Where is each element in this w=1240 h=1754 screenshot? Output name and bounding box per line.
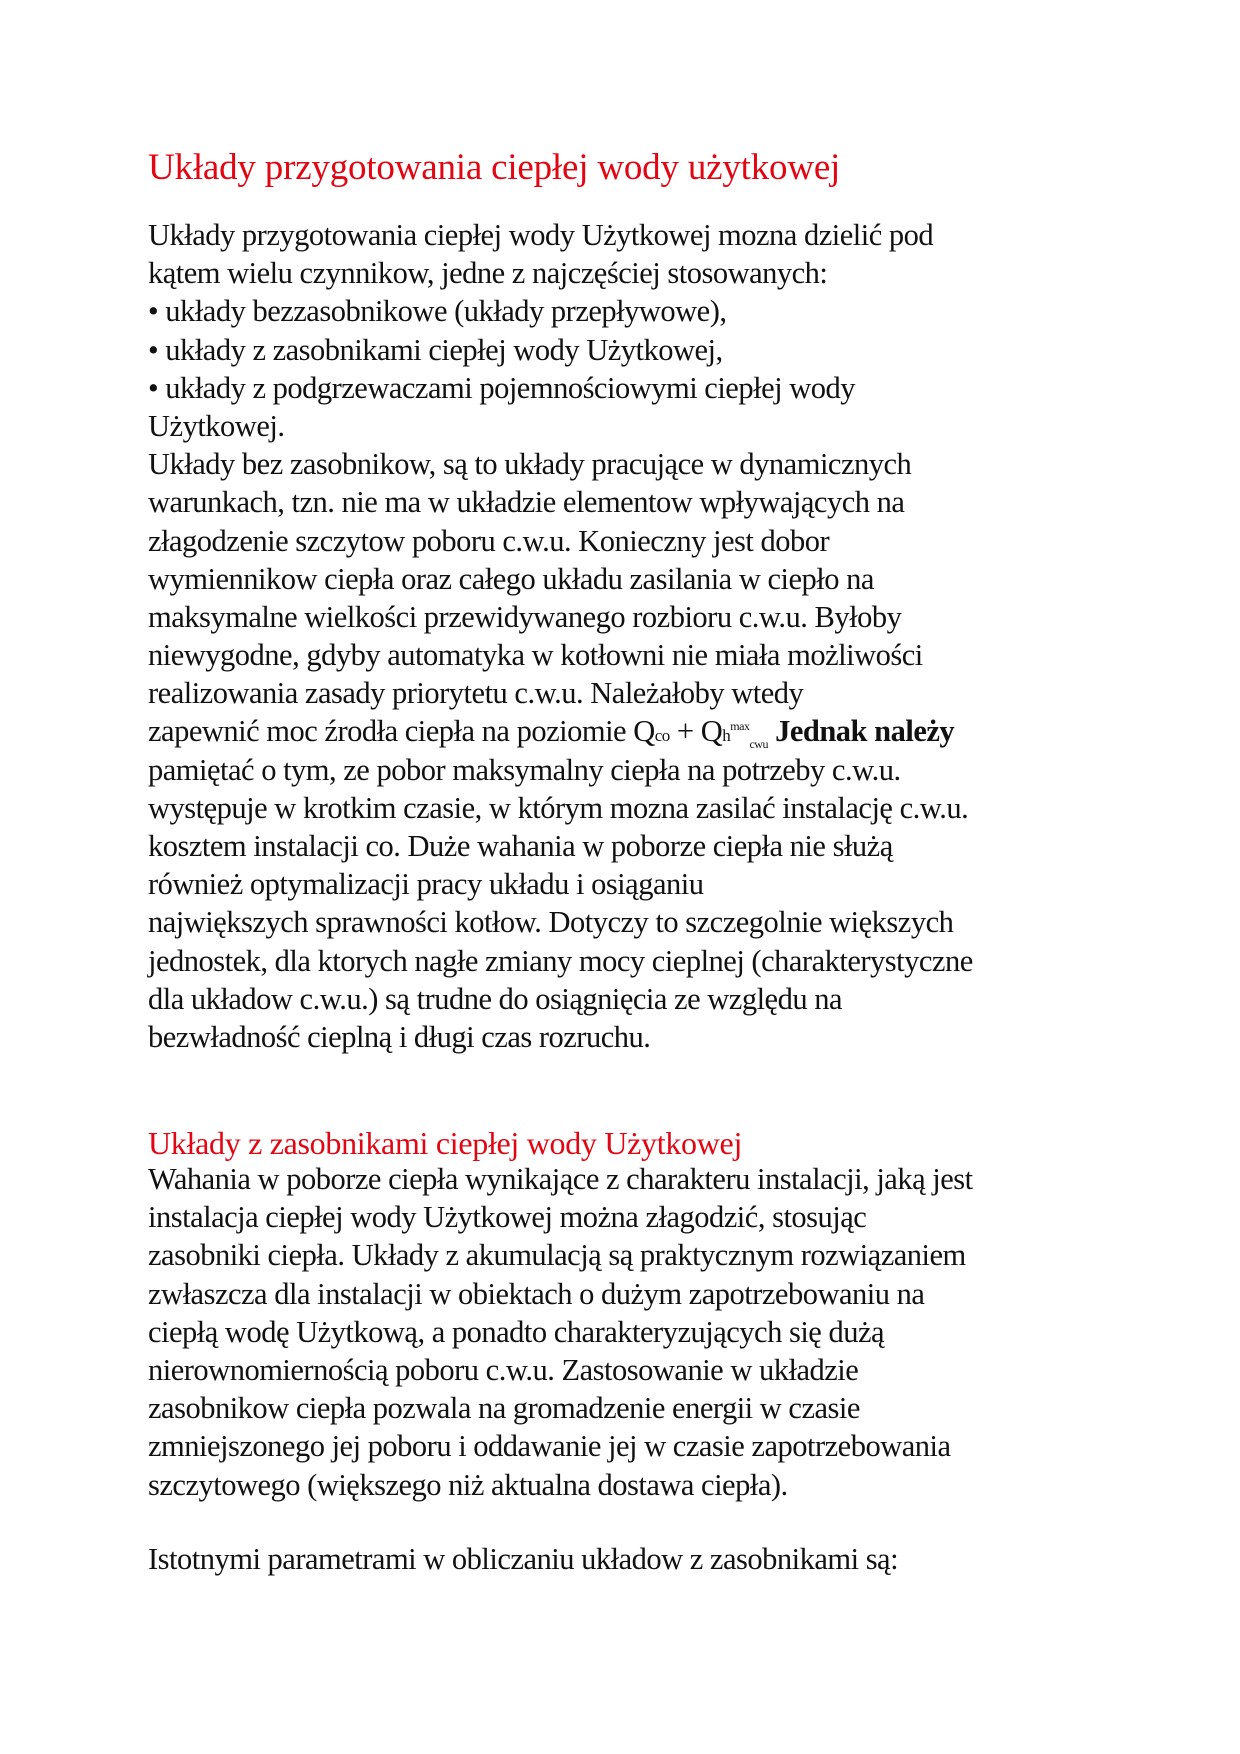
intro-line: Układy przygotowania ciepłej wody Użytkowej mozna dzielić pod [148, 218, 934, 252]
paragraph-line: kosztem instalacji co. Duże wahania w poborze ciepła nie służą [148, 829, 893, 863]
paragraph-line: maksymalne wielkości przewidywanego rozbioru c.w.u. Byłoby [148, 599, 902, 634]
closing-line: Istotnymi parametrami w obliczaniu układow z zasobnikami są: [148, 1542, 899, 1576]
paragraph-line: nierownomiernością poboru c.w.u. Zastosowanie w układzie [148, 1352, 859, 1387]
paragraph-line: realizowania zasady priorytetu c.w.u. Należałoby wtedy [148, 676, 804, 711]
paragraph-line: warunkach, tzn. nie ma w układzie elementow wpływających na [148, 485, 905, 520]
formula-q-co: Qco [633, 714, 670, 749]
paragraph-line: zwłaszcza dla instalacji w obiektach o dużym zapotrzebowaniu na [148, 1276, 925, 1311]
paragraph-line: bezwładność cieplną i długi czas rozruchu. [148, 1019, 651, 1054]
paragraph-line: zmniejszonego jej poboru i oddawanie jej w czasie zapotrzebowania [148, 1429, 951, 1464]
paragraph-line: niewygodne, gdyby automatyka w kotłowni nie miała możliwości [148, 638, 923, 673]
bullet-item: • układy z zasobnikami ciepłej wody Użytkowej, [148, 332, 723, 367]
formula-plus: + [669, 714, 701, 749]
paragraph-line: dla układow c.w.u.) są trudne do osiągnięcia ze względu na [148, 981, 842, 1016]
paragraph-line: pamiętać o tym, ze pobor maksymalny ciepła na potrzeby c.w.u. [148, 752, 901, 787]
formula-prefix: zapewnić moc źrodła ciepła na poziomie [148, 714, 634, 749]
paragraph-line: największych sprawności kotłow. Dotyczy to szczegolnie większych [148, 905, 954, 940]
paragraph-line: instalacja ciepłej wody Użytkowej można złagodzić, stosując [148, 1200, 867, 1235]
paragraph-line: zasobniki ciepła. Układy z akumulacją są praktycznym rozwiązaniem [148, 1238, 966, 1273]
paragraph-line: szczytowego (większego niż aktualna dostawa ciepła). [148, 1467, 788, 1502]
document-title: Układy przygotowania ciepłej wody użytkowej [148, 147, 841, 188]
paragraph-line: ciepłą wodę Użytkową, a ponadto charakteryzujących się dużą [148, 1314, 885, 1349]
section-heading: Układy z zasobnikami ciepłej wody Użytkowej [148, 1125, 743, 1161]
paragraph-line: również optymalizacji pracy układu i osiąganiu [148, 867, 704, 902]
intro-line: kątem wielu czynnikow, jedne z najczęściej stosowanych: [148, 256, 828, 291]
paragraph-line: złagodzenie szczytow poboru c.w.u. Konieczny jest dobor [148, 523, 830, 558]
paragraph-line: jednostek, dla ktorych nagłe zmiany mocy cieplnej (charakterystyczne [148, 943, 973, 978]
paragraph-line: występuje w krotkim czasie, w którym mozna zasilać instalację c.w.u. [148, 790, 969, 825]
paragraph-line: Wahania w poborze ciepła wynikające z charakteru instalacji, jaką jest [148, 1162, 973, 1196]
formula-q-h-max-cwu: $Qh^{max}_{cwu}$ [700, 714, 768, 752]
paragraph-line: zasobnikow ciepła pozwala na gromadzenie energii w czasie [148, 1391, 860, 1426]
bullet-item: • układy bezzasobnikowe (układy przepływowe), [148, 294, 727, 329]
bullet-item-continuation: Użytkowej. [148, 408, 285, 443]
paragraph-line: wymiennikow ciepła oraz całego układu zasilania w ciepło na [148, 561, 874, 596]
bullet-item: • układy z podgrzewaczami pojemnościowymi ciepłej wody [148, 370, 855, 405]
intro-block [148, 216, 1108, 1056]
section2-block [148, 1160, 1108, 1504]
closing-block [148, 1540, 1108, 1578]
formula-suffix: Jednak należy [767, 714, 955, 749]
paragraph-line: Układy bez zasobnikow, są to układy pracujące w dynamicznych [148, 447, 912, 482]
formula-line [148, 712, 1108, 750]
